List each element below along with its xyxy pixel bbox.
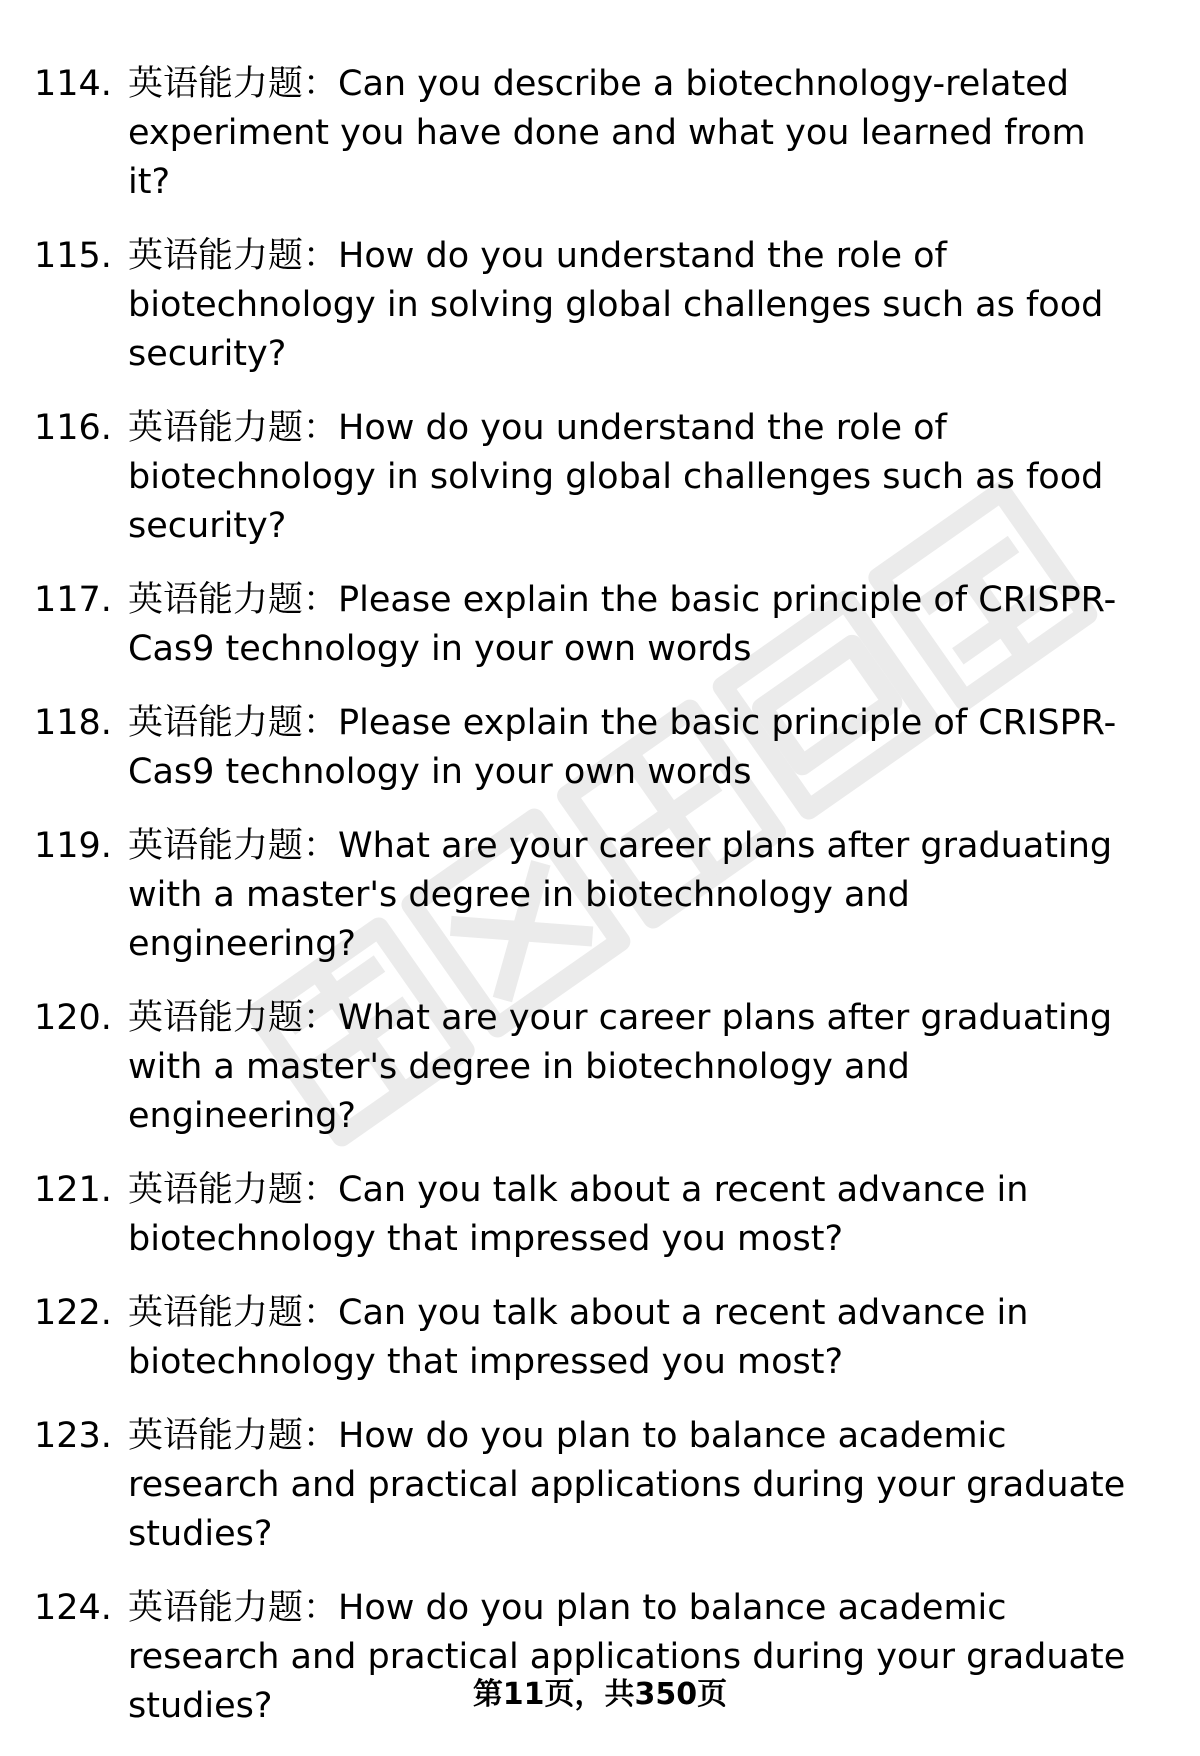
question-item (0, 822, 1200, 969)
question-body (128, 1289, 1138, 1387)
question-category: 英语能力题： (128, 1293, 339, 1333)
question-text: Can you describe a biotechnology-related experiment you have done and what you learned from it? (128, 64, 1086, 202)
question-list (0, 60, 1200, 1756)
question-text: How do you plan to balance academic research and practical applications during your graduate studies? (128, 1588, 1126, 1726)
question-item (0, 1289, 1200, 1387)
question-body (128, 822, 1138, 969)
question-category: 英语能力题： (128, 64, 339, 104)
question-body (128, 232, 1138, 379)
question-body (128, 404, 1138, 551)
page-footer (0, 1675, 1200, 1715)
question-category: 英语能力题： (128, 998, 339, 1038)
question-item (0, 1166, 1200, 1264)
question-number: 119. (34, 826, 112, 866)
question-number: 121. (34, 1170, 112, 1210)
question-category: 英语能力题： (128, 1416, 339, 1456)
question-body (128, 576, 1138, 674)
question-number: 116. (34, 408, 112, 448)
question-body (128, 1166, 1138, 1264)
question-number: 117. (34, 580, 112, 620)
question-category: 英语能力题： (128, 826, 339, 866)
question-body (128, 994, 1138, 1141)
question-item (0, 994, 1200, 1141)
question-text: Can you talk about a recent advance in biotechnology that impressed you most? (128, 1170, 1029, 1259)
question-number: 122. (34, 1293, 112, 1333)
question-item (0, 60, 1200, 207)
question-text: How do you plan to balance academic research and practical applications during your graduate studies? (128, 1416, 1126, 1554)
question-number: 115. (34, 236, 112, 276)
question-item (0, 576, 1200, 674)
question-body (128, 699, 1138, 797)
question-category: 英语能力题： (128, 408, 339, 448)
question-category: 英语能力题： (128, 580, 339, 620)
question-number: 118. (34, 703, 112, 743)
question-number: 120. (34, 998, 112, 1038)
question-text: How do you understand the role of biotechnology in solving global challenges such as food security? (128, 236, 1104, 374)
question-body (128, 1412, 1138, 1559)
question-text: Can you talk about a recent advance in biotechnology that impressed you most? (128, 1293, 1029, 1382)
question-item (0, 699, 1200, 797)
question-text: How do you understand the role of biotechnology in solving global challenges such as food security? (128, 408, 1104, 546)
question-item (0, 232, 1200, 379)
question-category: 英语能力题： (128, 236, 339, 276)
question-text: Please explain the basic principle of CRISPR-Cas9 technology in your own words (128, 580, 1117, 669)
question-category: 英语能力题： (128, 1588, 339, 1628)
question-item (0, 404, 1200, 551)
page-number-label: 第11页，共350页 (472, 1677, 728, 1712)
question-category: 英语能力题： (128, 1170, 339, 1210)
question-number: 123. (34, 1416, 112, 1456)
question-number: 124. (34, 1588, 112, 1628)
question-item (0, 1412, 1200, 1559)
question-body (128, 60, 1138, 207)
question-text: Please explain the basic principle of CRISPR-Cas9 technology in your own words (128, 703, 1117, 792)
question-text: What are your career plans after graduating with a master's degree in biotechnology and engineering? (128, 826, 1113, 964)
question-category: 英语能力题： (128, 703, 339, 743)
question-text: What are your career plans after graduating with a master's degree in biotechnology and engineering? (128, 998, 1113, 1136)
question-number: 114. (34, 64, 112, 104)
